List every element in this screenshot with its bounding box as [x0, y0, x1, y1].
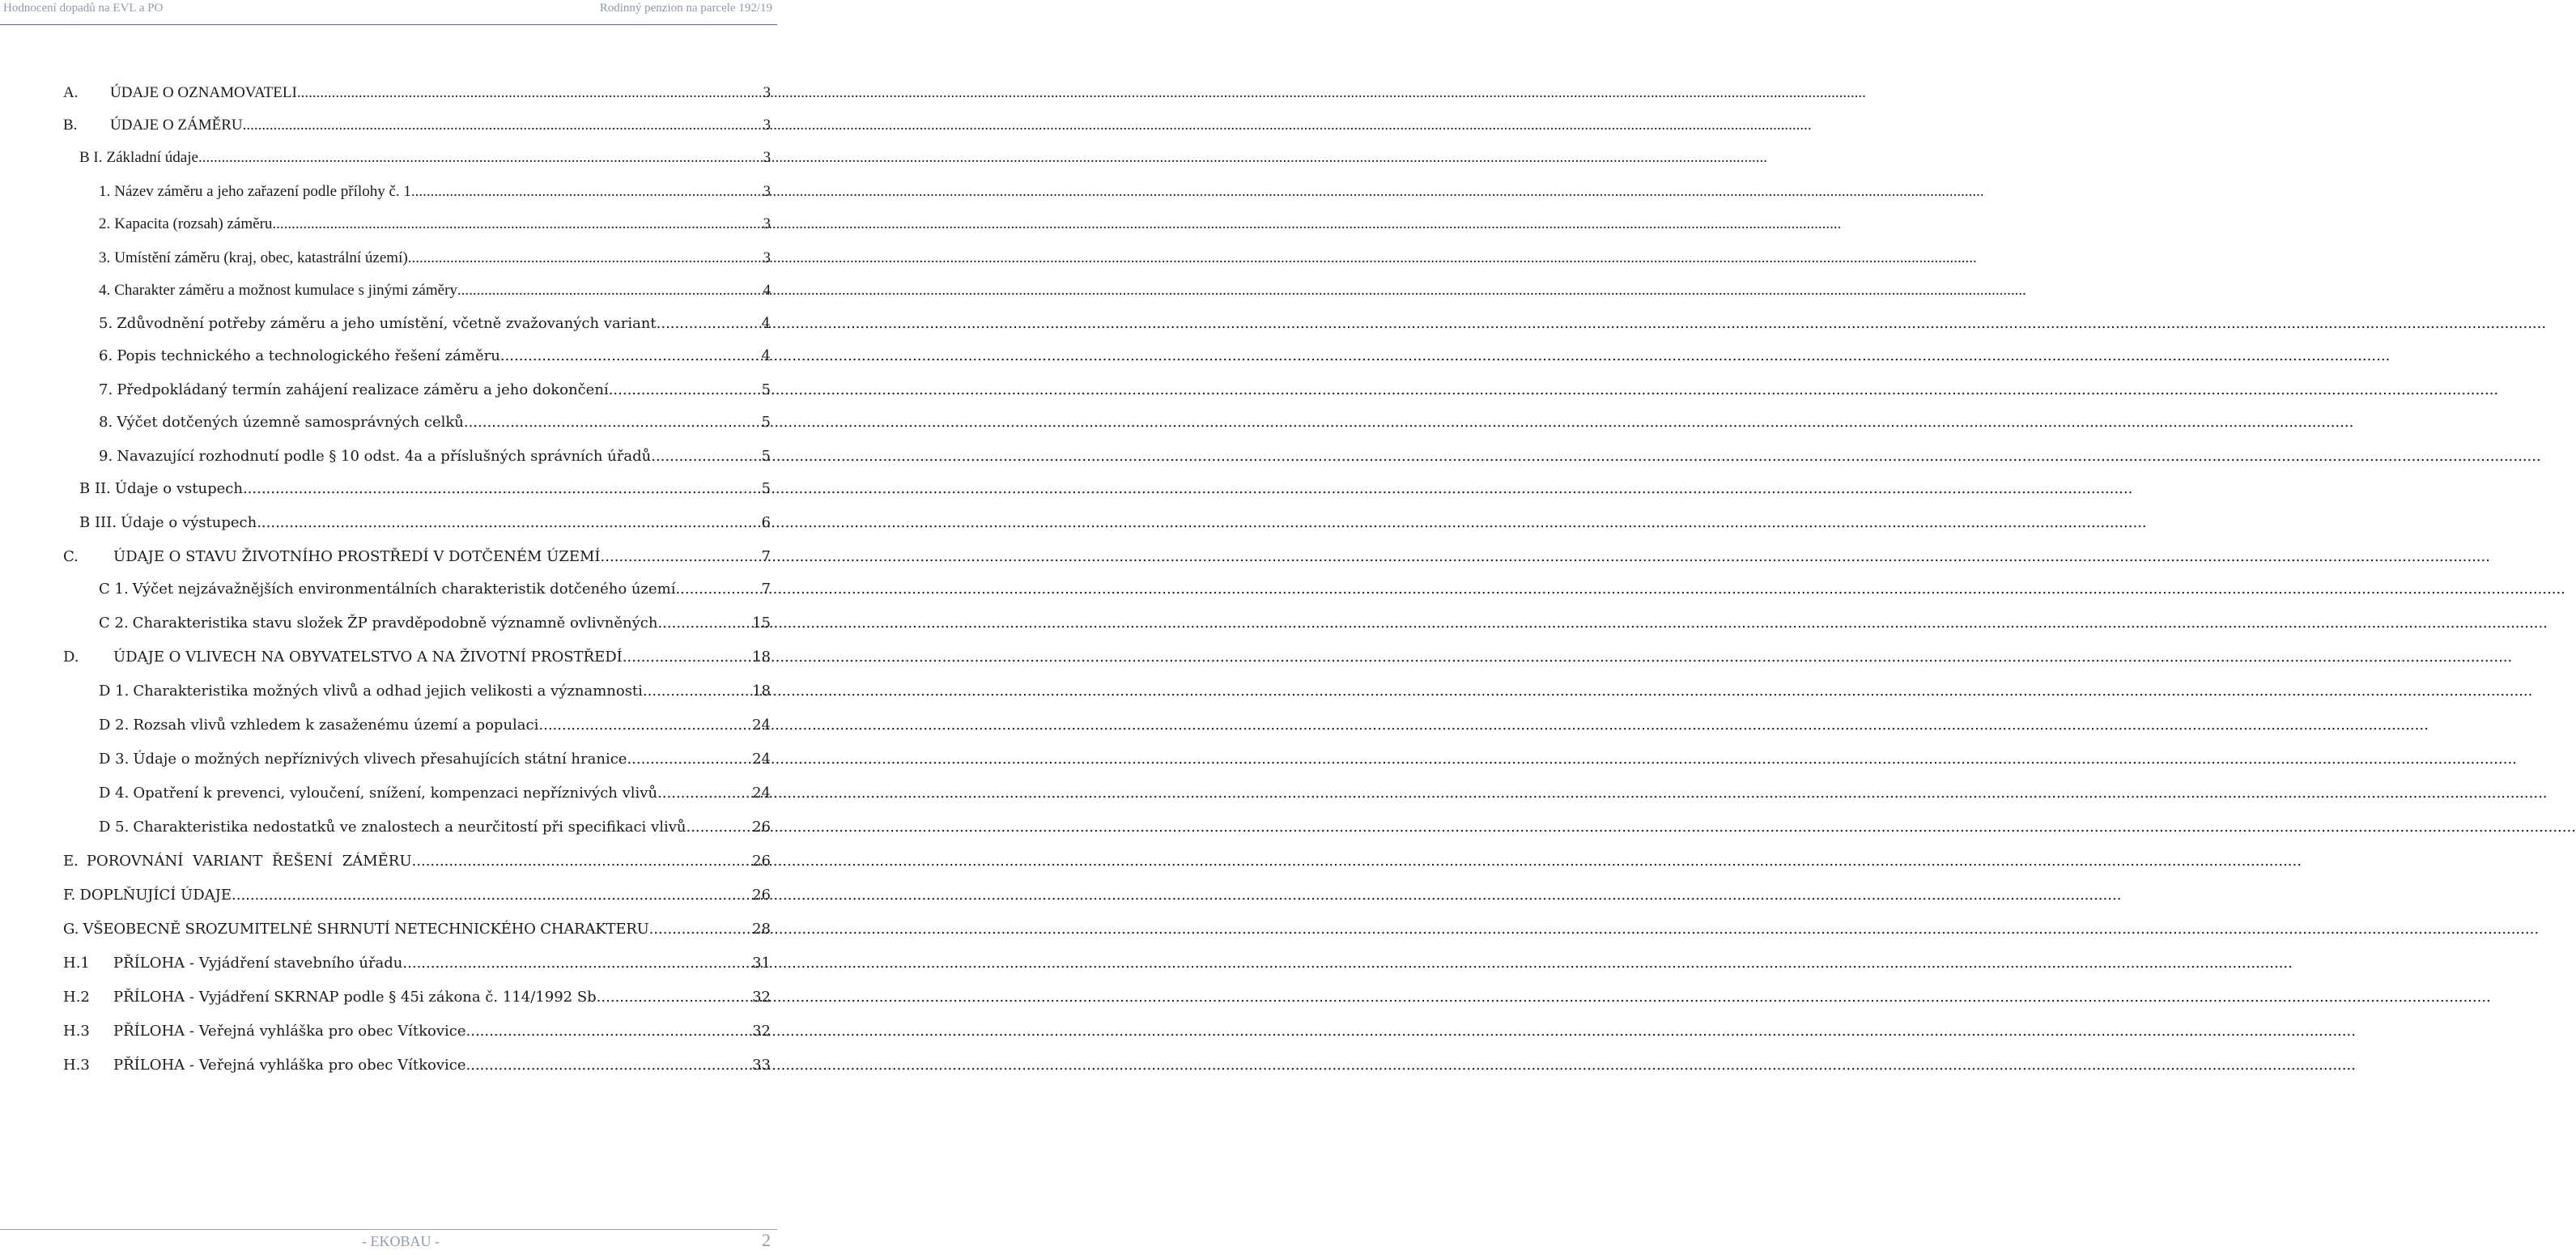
toc-entry[interactable] [0, 308, 771, 332]
toc-entry-page: 3 [763, 183, 771, 200]
toc-entry-page: 24 [752, 785, 771, 802]
toc-entry-text: ÚDAJE O VLIVECH NA OBYVATELSTVO A NA ŽIVOTNÍ PROSTŘEDÍ [113, 649, 623, 666]
toc-leader [657, 785, 752, 802]
toc-entry-text: Popis technického a technologického řešení záměru [117, 347, 500, 364]
toc-leader [257, 514, 761, 531]
toc-leader [500, 347, 762, 364]
toc-entry[interactable] [0, 607, 771, 632]
toc-entry[interactable] [0, 143, 771, 167]
toc-entry-label: G. [63, 921, 79, 938]
toc-entry[interactable] [0, 473, 771, 497]
toc-leader [649, 921, 753, 938]
toc-entry[interactable] [0, 879, 771, 904]
toc-entry-text: VŠEOBECNĚ SROZUMITELNÉ SHRNUTÍ NETECHNICKÉHO CHARAKTERU [83, 921, 649, 938]
toc-entry-page: 4 [761, 347, 771, 364]
toc-entry-page: 3 [763, 117, 771, 134]
toc-leader [408, 249, 763, 267]
toc-entry-label: H.3 [63, 1057, 90, 1074]
toc-entry-text: ÚDAJE O ZÁMĚRU [110, 117, 243, 134]
toc-entry[interactable] [0, 340, 771, 364]
toc-entry[interactable] [0, 1015, 771, 1040]
toc-entry-label: E. [63, 853, 79, 870]
toc-leader [457, 282, 763, 300]
toc-entry-page: 18 [752, 649, 771, 666]
footer-page-number: 2 [762, 1230, 771, 1250]
toc-entry-page: 3 [763, 149, 771, 166]
toc-entry-page: 26 [752, 819, 771, 836]
toc-entry-page: 24 [752, 751, 771, 768]
toc-entry[interactable] [0, 275, 771, 300]
toc-leader [601, 989, 752, 1006]
toc-entry-label: B I. [79, 149, 103, 166]
toc-entry-label: H.2 [63, 989, 90, 1006]
toc-entry-page: 32 [752, 1023, 771, 1040]
toc-entry-page: 5 [761, 414, 771, 431]
toc-entry-text: Charakteristika možných vlivů a odhad jejich velikosti a významnosti [133, 683, 643, 700]
toc-entry-page: 3 [763, 84, 771, 101]
header-project-title: Rodinný penzion na parcele 192/19 [599, 2, 772, 15]
toc-leader [657, 315, 762, 332]
toc-entry-text: Údaje o vstupech [114, 480, 243, 497]
toc-leader [466, 1023, 753, 1040]
toc-entry-text: Název záměru a jeho zařazení podle přílohy č. 1. [114, 183, 415, 200]
toc-entry-label: C 1. [99, 581, 129, 598]
page-footer [0, 1229, 777, 1255]
toc-entry-text: Předpokládaný termín zahájení realizace záměru a jeho dokončení [117, 381, 609, 398]
toc-leader [623, 649, 752, 666]
toc-entry-label: C. [63, 548, 79, 565]
toc-entry-page: 3 [763, 249, 771, 266]
toc-entry-text: PŘÍLOHA - Veřejná vyhláška pro obec Vítkovice [113, 1023, 466, 1040]
toc-leader [686, 819, 752, 836]
toc-entry[interactable] [0, 845, 771, 870]
toc-entry-page: 28 [752, 921, 771, 938]
toc-entry-label: 4. [99, 282, 111, 299]
header-document-title: Hodnocení dopadů na EVL a PO [3, 2, 164, 15]
toc-entry-text: Charakteristika stavu složek ŽP pravděpodobně významně ovlivněných [132, 615, 658, 632]
toc-entry-text: DOPLŇUJÍCÍ ÚDAJE [79, 887, 232, 904]
toc-entry-label: B. [63, 117, 78, 134]
toc-entry-label: 7. [99, 381, 113, 398]
toc-leader [627, 751, 752, 768]
toc-leader [402, 955, 752, 972]
toc-entry-text: ÚDAJE O STAVU ŽIVOTNÍHO PROSTŘEDÍ V DOTČENÉM ÚZEMÍ [113, 548, 601, 565]
toc-leader [601, 548, 762, 565]
toc-entry[interactable] [0, 1049, 771, 1074]
toc-entry-text: Rozsah vlivů vzhledem k zasaženému území a populaci [133, 717, 539, 734]
toc-leader [464, 414, 762, 431]
toc-leader [412, 853, 753, 870]
toc-entry[interactable] [0, 243, 771, 267]
toc-entry[interactable] [0, 110, 771, 134]
toc-entry-page: 3 [763, 215, 771, 232]
toc-entry-text: Charakter záměru a možnost kumulace s jinými záměry [114, 282, 457, 299]
toc-entry-label: 5. [99, 315, 113, 332]
toc-leader [297, 84, 763, 102]
toc-entry-page: 5 [761, 448, 771, 465]
toc-entry-text: Opatření k prevenci, vyloučení, snížení, kompenzaci nepříznivých vlivů [133, 785, 658, 802]
toc-entry[interactable] [0, 709, 771, 734]
table-of-contents [0, 78, 777, 1098]
toc-entry-label: D 5. [99, 819, 130, 836]
toc-entry-text: PŘÍLOHA - Vyjádření stavebního úřadu [113, 955, 403, 972]
toc-leader [538, 717, 752, 734]
toc-entry-page: 7 [761, 581, 771, 598]
toc-entry[interactable] [0, 374, 771, 398]
toc-entry-page: 6 [761, 514, 771, 531]
toc-entry[interactable] [0, 78, 771, 102]
toc-entry-page: 33 [752, 1057, 771, 1074]
toc-leader [272, 215, 763, 233]
toc-entry[interactable] [0, 507, 771, 531]
toc-entry-text: Charakteristika nedostatků ve znalostech a neurčitostí při specifikaci vlivů [133, 819, 687, 836]
footer-company: - EKOBAU - [362, 1233, 440, 1249]
toc-entry-text: PŘÍLOHA - Veřejná vyhláška pro obec Vítkovice [113, 1057, 466, 1074]
toc-entry-text: Kapacita (rozsah) záměru [114, 215, 273, 232]
toc-entry-text: Navazující rozhodnutí podle § 10 odst. 4a a příslušných správních úřadů [117, 448, 652, 465]
toc-leader [643, 683, 752, 700]
toc-entry[interactable] [0, 811, 771, 836]
toc-entry-text: Výčet dotčených územně samosprávných celků [117, 414, 464, 431]
toc-entry-label: D 2. [99, 717, 130, 734]
toc-entry[interactable] [0, 440, 771, 465]
toc-entry-label: B III. [79, 514, 117, 531]
toc-leader [243, 117, 763, 134]
toc-entry-text: POROVNÁNÍ VARIANT ŘEŠENÍ ZÁMĚRU [86, 853, 412, 870]
toc-leader [243, 480, 762, 497]
toc-entry[interactable] [0, 573, 771, 598]
toc-leader [232, 887, 752, 904]
toc-entry-label: 1. [99, 183, 111, 200]
toc-entry-text: Zdůvodnění potřeby záměru a jeho umístění, včetně zvažovaných variant [117, 315, 657, 332]
toc-entry-text: ÚDAJE O OZNAMOVATELI [110, 84, 297, 101]
toc-entry-page: 5 [761, 480, 771, 497]
toc-leader [466, 1057, 753, 1074]
toc-entry-page: 7 [761, 548, 771, 565]
toc-entry-label: H.1 [63, 955, 90, 972]
toc-entry-label: D 1. [99, 683, 130, 700]
toc-leader [675, 581, 761, 598]
toc-leader [657, 615, 752, 632]
toc-entry[interactable] [0, 641, 771, 666]
toc-entry-page: 26 [752, 853, 771, 870]
toc-entry-label: D 4. [99, 785, 130, 802]
toc-entry-text: Umístění záměru (kraj, obec, katastrální území) [114, 249, 408, 266]
toc-entry-label: 8. [99, 414, 113, 431]
toc-entry-page: 15 [752, 615, 771, 632]
toc-entry-page: 32 [752, 989, 771, 1006]
toc-leader [651, 448, 761, 465]
toc-entry-page: 18 [752, 683, 771, 700]
toc-entry-label: 3. [99, 249, 111, 266]
toc-entry[interactable] [0, 209, 771, 233]
toc-entry-page: 26 [752, 887, 771, 904]
toc-entry-page: 4 [761, 315, 771, 332]
toc-entry[interactable] [0, 947, 771, 972]
toc-entry[interactable] [0, 675, 771, 700]
toc-entry-label: 9. [99, 448, 113, 465]
toc-entry-label: F. [63, 887, 76, 904]
toc-entry[interactable] [0, 981, 771, 1006]
toc-entry-text: Výčet nejzávažnějších environmentálních charakteristik dotčeného území [132, 581, 676, 598]
toc-entry-label: B II. [79, 480, 111, 497]
toc-entry[interactable] [0, 743, 771, 768]
toc-entry-label: C 2. [99, 615, 129, 632]
toc-leader [415, 183, 763, 201]
toc-entry-label: H.3 [63, 1023, 90, 1040]
document-page [0, 0, 777, 1254]
toc-entry[interactable] [0, 541, 771, 565]
toc-entry-label: D 3. [99, 751, 130, 768]
toc-entry[interactable] [0, 177, 771, 201]
toc-entry-label: A. [63, 84, 79, 101]
toc-entry-text: Základní údaje [106, 149, 198, 166]
toc-entry[interactable] [0, 777, 771, 802]
page-header [0, 0, 777, 25]
toc-entry-page: 31 [752, 955, 771, 972]
toc-entry-label: D. [63, 649, 79, 666]
toc-entry-page: 5 [761, 381, 771, 398]
toc-entry-page: 24 [752, 717, 771, 734]
toc-entry-text: Údaje o výstupech [121, 514, 257, 531]
toc-entry-label: 2. [99, 215, 111, 232]
toc-entry-text: PŘÍLOHA - Vyjádření SKRNAP podle § 45i zákona č. 114/1992 Sb. [113, 989, 601, 1006]
toc-entry-page: 4 [763, 282, 771, 299]
toc-leader [198, 149, 763, 167]
toc-entry[interactable] [0, 406, 771, 431]
toc-entry[interactable] [0, 913, 771, 938]
toc-entry-label: 6. [99, 347, 113, 364]
toc-leader [609, 381, 762, 398]
toc-entry-text: Údaje o možných nepříznivých vlivech přesahujících státní hranice [133, 751, 627, 768]
